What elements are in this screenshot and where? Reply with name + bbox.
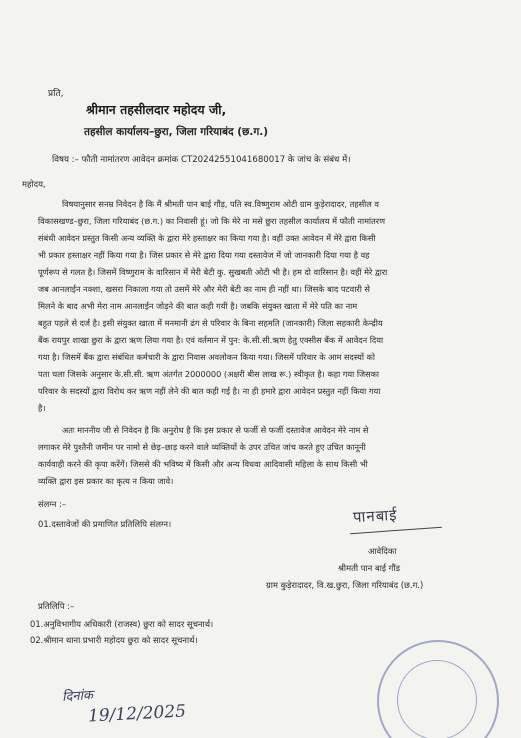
prati-label: प्रति, bbox=[48, 89, 64, 99]
copy-item: 02.श्रीमान थाना प्रभारी महोदय छुरा को सादर सूचनार्थ। bbox=[30, 635, 198, 645]
body-line: संबंधी आवेदन प्रस्तुत किसी अन्य व्यक्ति के द्वारा मेरे हस्ताक्षर का किया गया है। वहीं उक्त आवेदन में मेरे द्वारा किसी bbox=[38, 233, 376, 243]
body-line: बैंक रायपुर शाखा छुरा के द्वारा ऋण लिया गया है। एवं वर्तमान में पुन: के.सी.सी.ऋण हेतु एक्सीस बैंक में आवेदन दिया bbox=[38, 335, 384, 345]
applicant-role: आवेदिका bbox=[368, 546, 397, 556]
office-address: तहसील कार्यालय–छुरा, जिला गरियाबंद (छ.ग.) bbox=[84, 126, 269, 138]
body-line: विषयानुसार सनम्र निवेदन है कि मैं श्रीमती पान बाई गौंड़, पति स्व.विष्णुराम ओटी ग्राम कुड़ेरादादर, तहसील व bbox=[62, 199, 379, 209]
body-line: गया है। जिसमें बैंक द्वारा संबंधित कर्मचारी के द्वारा निवास अवलोकन किया गया। जिसमें परिवार के आम सदस्यों को bbox=[38, 352, 375, 362]
enclosure-item: 01.दस्तावेजों की प्रमाणित प्रतिलिपि संलग्न। bbox=[38, 519, 172, 529]
applicant-name: श्रीमती पान बाई गौंड bbox=[338, 563, 401, 573]
applicant-address: ग्राम कुड़ेरादादर, वि.ख.छुरा, जिला गरियाबंद (छ.ग.) bbox=[266, 580, 424, 590]
signature-underline bbox=[350, 527, 442, 534]
body-line: परिवार के सदस्यों द्वारा विरोध कर ऋण नहीं लेने की बात कही गई है। ना ही हमारे द्वारा आवेदन प्रस्तुत नहीं किया गया bbox=[38, 386, 381, 396]
enclosure-label: संलग्न :– bbox=[38, 499, 67, 509]
copy-label: प्रतिलिपि :– bbox=[38, 601, 75, 611]
body-line: बहुत पहले से दर्ज है। इसी संयुक्त खाता में मनमानी ढंग से परिवार के बिना सहमति (जानकारी) जिला सहकारी केन्द्रीय bbox=[38, 318, 383, 328]
subject-line: विषय :– फौती नामांतरण आवेदन क्रमांक CT20242551041680017 के जांच के संबंध में। bbox=[52, 155, 351, 165]
body-line: भी प्रकार हस्ताक्षर नहीं किया गया है। जिस प्रकार से मेरे द्वारा दिया गया दस्तावेज में जो जानकारी दिया गया है वह bbox=[38, 250, 370, 260]
handwritten-signature: पानबाई bbox=[352, 505, 398, 527]
request-line: कार्यवाही करने की कृपा करेंगें। जिससे की भविष्य में किसी और अन्य विधवा आदिवासी महिला के साथ किसी भी bbox=[38, 459, 368, 469]
office-stamp-ring bbox=[397, 660, 477, 738]
body-line: है। bbox=[38, 403, 46, 413]
body-line: जब आनलाईन नक्शा, खसरा निकाला गया तो उसमें मेरे और मेरी बेटी का नाम ही नहीं था। जिसके बाद पटवारी से bbox=[38, 284, 370, 294]
addressee: श्रीमान तहसीलदार महोदय जी, bbox=[86, 102, 227, 117]
body-line: पूर्णरूप से गलत है। जिसमें विष्णुराम के वारिसान में मेरी बेटी कु. सुखबती ओटी भी है। हम दो वारिसान है। वहीं मेरे द्वारा bbox=[38, 267, 388, 277]
request-line: लगाकर मेरे पुश्तैनी जमीन पर नामो से छेड़–छाड़ करने वाले व्यक्तियों के उपर उचित जांच करते हुए उचित कानूनी bbox=[38, 442, 366, 452]
body-line: मिलने के बाद अभी मेरा नाम आनलाईन जोड़ने की बात कही गयी है। जबकि संयुक्त खाता में मेरे पति का नाम bbox=[38, 301, 358, 311]
handwritten-date: 19/12/2025 bbox=[87, 701, 187, 727]
request-line: अतः माननीय जी से निवेदन है कि अनुरोध है कि इस प्रकार से फर्जी से फर्जी दस्तावेज आवेदन मेरे नाम से bbox=[62, 425, 369, 435]
body-line: विकासखण्ड–छुरा, जिला गरियाबंद (छ.ग.) का निवासी हूं। जो कि मेरे ना मसे छुरा तहसील कार्यालय में फौती नामांतरण bbox=[38, 216, 386, 226]
request-line: व्यक्ति द्वारा इस प्रकार का कृत्य न किया जावे। bbox=[38, 476, 174, 486]
copy-item: 01.अनुविभागीय अधिकारी (राजस्व) छुरा को सादर सूचनार्थ। bbox=[30, 619, 214, 629]
office-stamp bbox=[377, 640, 499, 738]
handwritten-date-label: दिनांक bbox=[61, 687, 94, 706]
salutation: महोदय, bbox=[22, 179, 46, 189]
body-line: पता चला जिसके अनुसार के.सी.सी. ऋण अंतर्गत 2000000 (अक्षरी बीस लाख रू.) स्वीकृत है। कहा गया जिसका bbox=[38, 369, 380, 379]
